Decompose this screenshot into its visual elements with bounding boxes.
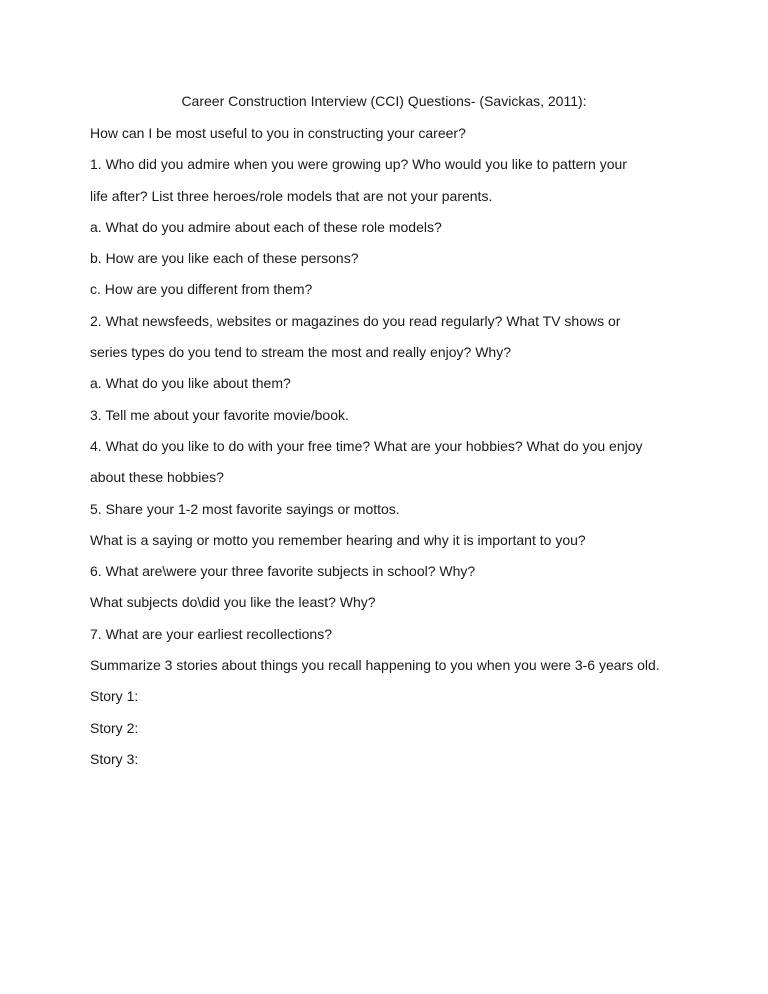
text-line: 2. What newsfeeds, websites or magazines do you read regularly? What TV shows or — [90, 312, 621, 329]
text-line: c. How are you different from them? — [90, 281, 313, 298]
text-line: 1. Who did you admire when you were growing up? Who would you like to pattern your — [90, 156, 627, 173]
story-1-label: Story 1: — [90, 688, 139, 705]
text-line: life after? List three heroes/role models that are not your parents. — [90, 187, 493, 204]
text-line: a. What do you admire about each of these role models? — [90, 218, 442, 235]
text-line: 6. What are\were your three favorite subjects in school? Why? — [90, 563, 476, 580]
text-line: How can I be most useful to you in constructing your career? — [90, 125, 466, 141]
text-line: What subjects do\did you like the least? Why? — [90, 594, 376, 611]
text-line: 3. Tell me about your favorite movie/book. — [90, 406, 349, 423]
document-title: Career Construction Interview (CCI) Questions- (Savickas, 2011): — [181, 93, 587, 109]
text-line: about these hobbies? — [90, 469, 224, 486]
text-line: a. What do you like about them? — [90, 375, 291, 392]
text-line: b. How are you like each of these persons? — [90, 250, 359, 267]
text-line: What is a saying or motto you remember hearing and why it is important to you? — [90, 531, 586, 548]
text-line: 7. What are your earliest recollections? — [90, 625, 332, 642]
text-line: Summarize 3 stories about things you recall happening to you when you were 3-6 years old. — [90, 657, 660, 674]
story-3-label: Story 3: — [90, 750, 139, 767]
text-line: 5. Share your 1-2 most favorite sayings or mottos. — [90, 500, 400, 517]
question-list — [90, 124, 730, 781]
story-2-label: Story 2: — [90, 719, 139, 736]
text-line: series types do you tend to stream the most and really enjoy? Why? — [90, 344, 511, 361]
text-line: 4. What do you like to do with your free time? What are your hobbies? What do you enjoy — [90, 437, 643, 454]
